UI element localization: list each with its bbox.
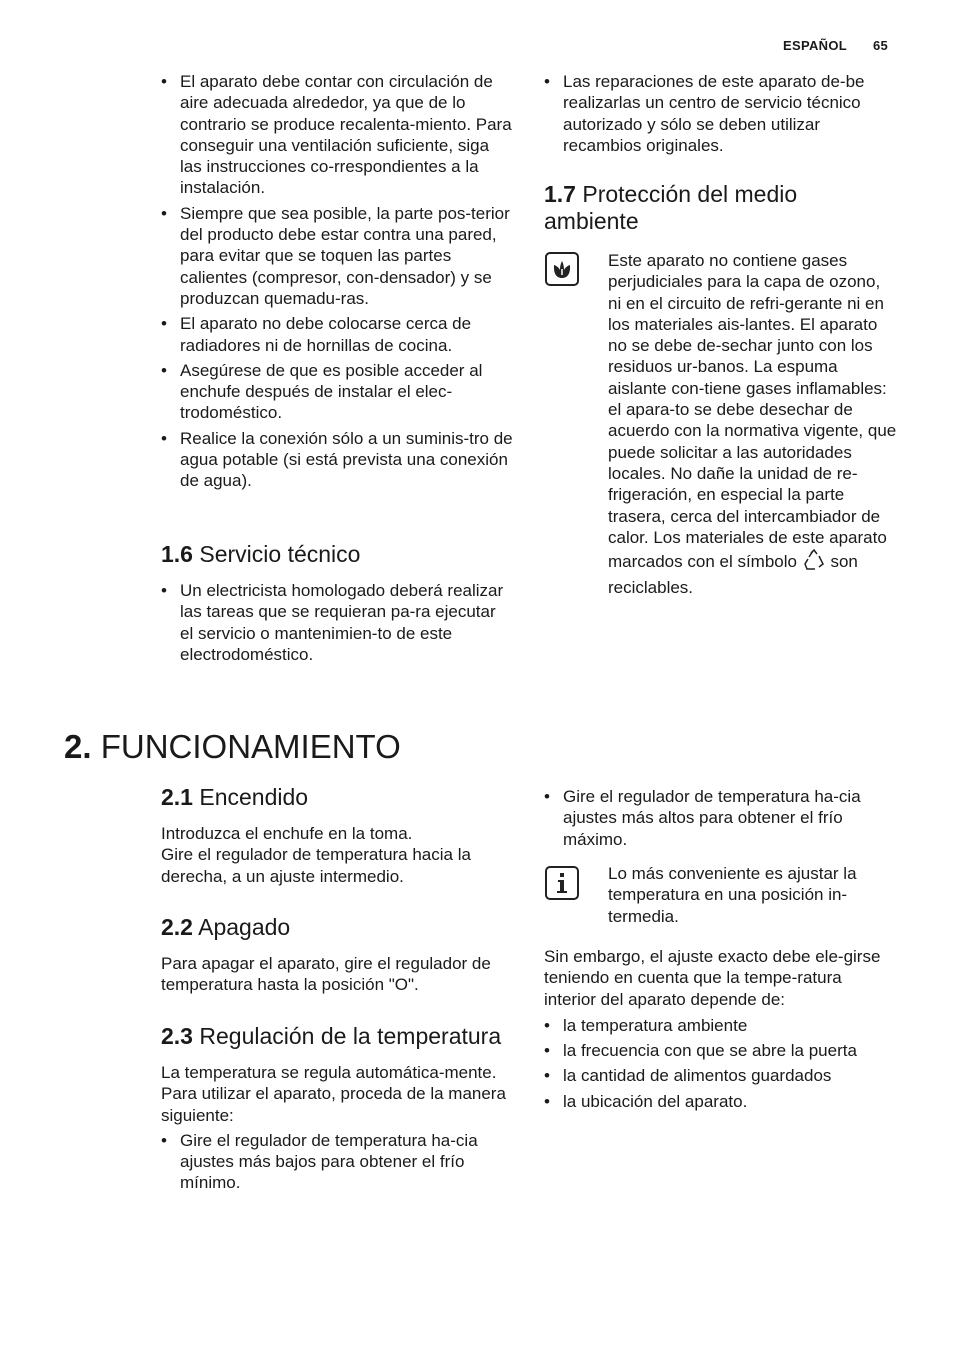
section-title: Regulación de la temperatura <box>199 1023 502 1049</box>
section-2-1 <box>161 784 513 887</box>
section-title: Protección del medio ambiente <box>544 181 798 234</box>
list-item: • Siempre que sea posible, la parte pos-terior del producto debe estar contra una pared, para evitar que se toquen las partes calientes (compresor, con-densador) y se produzcan quemadu-ras. <box>161 203 513 309</box>
section-1-6 <box>161 541 513 669</box>
header-language: ESPAÑOL <box>783 38 848 53</box>
list-item: • Gire el regulador de temperatura ha-cia ajustes más altos para obtener el frío máximo. <box>544 786 894 850</box>
section-number: 2.2 <box>161 914 193 940</box>
safety-bullet-list <box>161 71 513 492</box>
right-column-bottom <box>544 786 894 854</box>
list-item: • Gire el regulador de temperatura ha-cia ajustes más bajos para obtener el frío mínimo. <box>161 1130 513 1194</box>
page-header <box>783 38 888 53</box>
paragraph-line: Gire el regulador de temperatura hacia la derecha, a un ajuste intermedio. <box>161 845 471 886</box>
section-heading <box>161 541 513 568</box>
recycle-icon <box>802 548 826 577</box>
list-item: • la frecuencia con que se abre la puerta <box>544 1040 896 1061</box>
paragraph: Sin embargo, el ajuste exacto debe ele-girse teniendo en cuenta que la tempe-ratura interior del aparato depende de: <box>544 947 881 1009</box>
list-item: • Un electricista homologado deberá realizar las tareas que se requieran pa-ra ejecutar el servicio o mantenimien-to de este electrodoméstico. <box>161 580 513 665</box>
list-item: • Las reparaciones de este aparato de-be realizarlas un centro de servicio técnico autorizado y sólo se deben utilizar recambios originales. <box>544 71 890 156</box>
chapter-title: FUNCIONAMIENTO <box>100 728 401 765</box>
paragraph-line: Para utilizar el aparato, proceda de la manera siguiente: <box>161 1084 506 1125</box>
paragraph-line: Introduzca el enchufe en la toma. <box>161 824 413 843</box>
info-note <box>608 863 893 927</box>
section-number: 1.6 <box>161 541 193 567</box>
right-column-top <box>544 71 890 160</box>
section-number: 2.3 <box>161 1023 193 1049</box>
environment-text: Este aparato no contiene gases perjudiciales para la capa de ozono, ni en el circuito de refri-gerante ni en los materiales ais-lantes. El aparato no se debe de-sechar junto con los residuos ur-banos. La espuma aislante con-tiene gases inflamables: el apara-to se debe desechar de acuerdo con la normativa vigente, que puede solicitar a las autoridades locales. No dañe la unidad de re-frigeración, en especial la parte trasera, cerca del intercambiador de calor. Los materiales de este aparato marcados con el símbolo <box>608 251 897 572</box>
list-item: • la cantidad de alimentos guardados <box>544 1065 896 1086</box>
section-2-3 <box>161 1023 513 1198</box>
chapter-heading <box>64 728 401 766</box>
environment-icon <box>545 252 579 286</box>
section-number: 1.7 <box>544 181 576 207</box>
list-item: • la temperatura ambiente <box>544 1015 896 1036</box>
section-title: Encendido <box>199 784 309 810</box>
environment-paragraph <box>608 250 898 599</box>
environment-text-block <box>608 250 898 599</box>
list-item: • El aparato debe contar con circulación de aire adecuada alrededor, ya que de lo contrario se produce recalenta-miento. Para conseguir una ventilación suficiente, siga las instrucciones co-rrespondientes a la instalación. <box>161 71 513 199</box>
repair-bullet-list <box>544 71 890 156</box>
section-heading <box>161 1023 513 1050</box>
dependency-list <box>544 1015 896 1112</box>
left-column-top <box>161 71 513 496</box>
temperature-max-bullet-list <box>544 786 894 850</box>
temperature-bullet-list <box>161 1130 513 1194</box>
info-icon <box>545 866 579 900</box>
section-number: 2.1 <box>161 784 193 810</box>
page-number: 65 <box>872 38 888 53</box>
section-title: Servicio técnico <box>199 541 361 567</box>
right-column-text <box>544 946 896 1116</box>
chapter-number: 2. <box>64 728 92 765</box>
list-item: • El aparato no debe colocarse cerca de radiadores ni de hornillas de cocina. <box>161 313 513 356</box>
section-heading <box>161 914 513 941</box>
section-heading <box>544 181 894 235</box>
section-1-7 <box>544 181 894 235</box>
service-bullet-list <box>161 580 513 665</box>
section-2-2 <box>161 914 513 996</box>
list-item: • Realice la conexión sólo a un suminis-tro de agua potable (si está prevista una conexión de agua). <box>161 428 513 492</box>
info-text: Lo más conveniente es ajustar la temperatura en una posición in-termedia. <box>608 864 857 926</box>
section-heading <box>161 784 513 811</box>
list-item: • la ubicación del aparato. <box>544 1091 896 1112</box>
section-title: Apagado <box>198 914 291 940</box>
environment-text-end: son reciclables. <box>608 552 858 598</box>
list-item: • Asegúrese de que es posible acceder al enchufe después de instalar el elec-trodoméstico. <box>161 360 513 424</box>
paragraph: Para apagar el aparato, gire el regulador de temperatura hasta la posición "O". <box>161 954 491 995</box>
paragraph-line: La temperatura se regula automática-mente. <box>161 1063 497 1082</box>
